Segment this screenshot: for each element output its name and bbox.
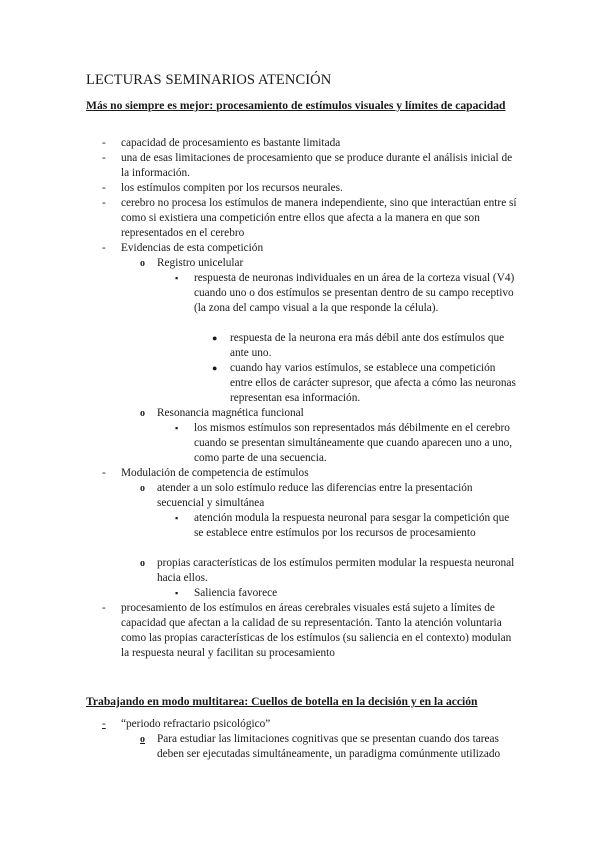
dash-bullet: -: [102, 182, 106, 194]
dash-bullet: -: [102, 602, 106, 614]
square-bullet: ▪: [175, 273, 179, 283]
dash-bullet: -: [102, 197, 106, 209]
circle-bullet: o: [140, 558, 145, 569]
dash-bullet: -: [102, 467, 106, 479]
list-item: atención modula la respuesta neuronal para sesgar la competición que se establece entre estímulos por los recursos de procesamiento: [194, 512, 510, 539]
list-item: Evidencias de esta competición: [121, 242, 264, 254]
list-item: propias características de los estímulos permiten modular la respuesta neuronal hacia ellos.: [157, 557, 515, 584]
list-item: respuesta de la neurona era más débil ante dos estímulos que ante uno.: [230, 332, 505, 359]
dot-bullet: ●: [212, 363, 218, 373]
square-bullet: ▪: [175, 423, 179, 433]
document-title: LECTURAS SEMINARIOS ATENCIÓN: [86, 72, 332, 88]
circle-bullet: o: [140, 408, 145, 419]
list-item: “periodo refractario psicológico”: [121, 718, 271, 730]
section-heading-multitask: Trabajando en modo multitarea: Cuellos de botella en la decisión y en la acción: [86, 695, 478, 708]
list-item: Saliencia favorece: [194, 587, 278, 599]
list-item: capacidad de procesamiento es bastante limitada: [121, 137, 341, 149]
section-heading-capacity: Más no siempre es mejor: procesamiento de estímulos visuales y límites de capacidad: [86, 99, 506, 112]
dash-bullet: -: [102, 242, 106, 254]
list-item: Para estudiar las limitaciones cognitivas que se presentan cuando dos tareas deben ser ejecutadas simultáneamente, un paradigma comúnmente utilizado: [157, 733, 501, 760]
list-item: los estímulos compiten por los recursos neurales.: [121, 182, 343, 194]
list-item: Resonancia magnética funcional: [157, 407, 304, 419]
circle-bullet: o: [140, 734, 145, 745]
square-bullet: ▪: [175, 513, 179, 523]
list-item: cerebro no procesa los estímulos de manera independiente, sino que interactúan entre sí como si existiera una competición entre ellos que afecta a la manera en que son representados en el cerebro: [121, 197, 517, 239]
list-item: cuando hay varios estímulos, se establece una competición entre ellos de carácter supresor, que afecta a cómo las neuronas representan esa información.: [230, 362, 516, 404]
dash-bullet: -: [102, 137, 106, 149]
list-item: Registro unicelular: [157, 257, 244, 269]
list-item: procesamiento de los estímulos en áreas cerebrales visuales está sujeto a límites de capacidad que afectan a la calidad de su representación. Tanto la atención voluntaria como las propias características de los estímulos (su saliencia en el contexto) modulan la respuesta neural y facilitan su procesamiento: [121, 602, 512, 659]
circle-bullet: o: [140, 258, 145, 269]
list-item: atender a un solo estímulo reduce las diferencias entre la presentación secuencial y simultánea: [157, 482, 473, 509]
list-item: Modulación de competencia de estímulos: [121, 467, 309, 479]
dash-bullet: -: [102, 152, 106, 164]
square-bullet: ▪: [175, 588, 179, 598]
dash-bullet: -: [102, 718, 106, 730]
dot-bullet: ●: [212, 333, 218, 343]
list-item: respuesta de neuronas individuales en un área de la corteza visual (V4) cuando uno o dos estímulos se presentan dentro de su campo receptivo (la zona del campo visual a la que responde la célula).: [194, 272, 515, 314]
circle-bullet: o: [140, 483, 145, 494]
list-item: una de esas limitaciones de procesamiento que se produce durante el análisis inicial de la información.: [121, 152, 513, 179]
list-item: los mismos estímulos son representados más débilmente en el cerebro cuando se presentan simultáneamente que cuando aparecen uno a uno, como parte de una secuencia.: [194, 422, 513, 464]
